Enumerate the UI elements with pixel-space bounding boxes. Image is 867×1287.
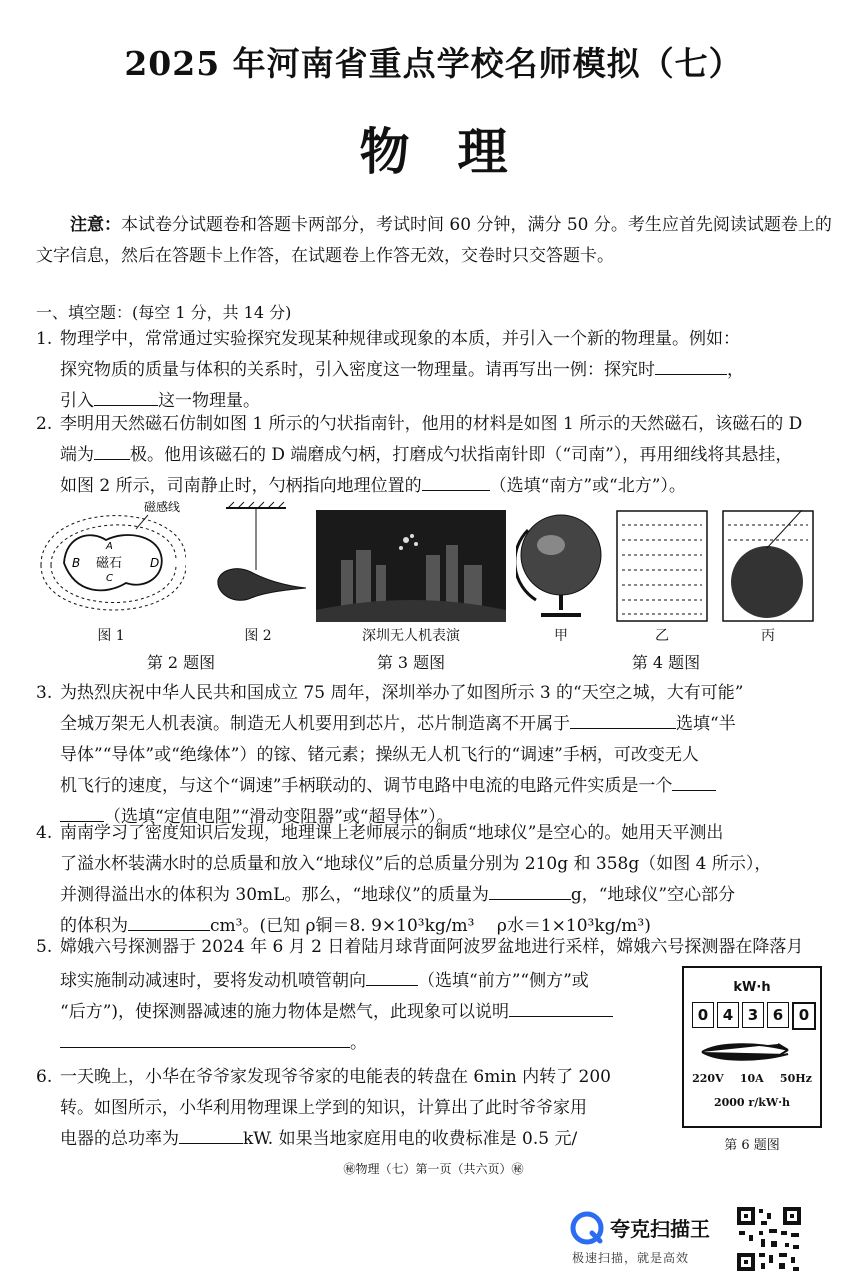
fig4-yi-caption: 乙 [655,628,669,644]
q5-line3-start: “后方”)，使探测器减速的施力物体是燃气，此现象可以说明 [60,1002,510,1022]
q3-line1: 为热烈庆祝中华人民共和国成立 75 周年，深圳举办了如图所示 3 的“天空之城，大有可能” [60,683,744,703]
fig4-bing-globe [731,546,803,618]
exam-title: 2025 年河南省重点学校名师模拟（七） [124,44,743,83]
q5-blank-2a[interactable] [509,998,613,1017]
q2-blank-2[interactable] [422,472,490,491]
fig2-caption: 图 2 [244,628,272,644]
fig1-field-label: 磁感线 [144,500,181,514]
q1-line3-end: 这一物理量。 [158,391,260,411]
meter-digit-3: 3 [742,1002,764,1028]
notice-label: 注意： [70,215,121,235]
meter-voltage: 220V [692,1072,724,1085]
meter-digit-5: 0 [792,1002,816,1030]
qr-code-icon [735,1205,803,1273]
fig1-magnet-text: 磁石 [96,556,123,571]
q5-number: 5. [36,937,53,957]
question-4 [36,818,836,942]
q2-number: 2. [36,414,53,434]
q2-line3-end: （选填“南方”或“北方”）。 [489,476,686,496]
q6-line2: 转。如图所示，小华利用物理课上学到的知识，计算出了此时爷爷家用 [60,1098,587,1118]
fig4-globe-stand [541,595,581,615]
q5-blank-2b[interactable] [60,1029,350,1048]
q4-line3-start: 并测得溢出水的体积为 30mL。那么，“地球仪”的质量为 [60,885,489,905]
meter-unit: kW·h [733,980,771,995]
q6-line1: 一天晚上，小华在爷爷家发现爷爷家的电能表的转盘在 6min 内转了 200 [60,1067,611,1087]
fig4-globe-highlight [537,535,565,555]
meter-digit-1: 0 [692,1002,714,1028]
q3-blank-1[interactable] [570,710,676,729]
q3-number: 3. [36,683,53,703]
q2-line1: 李明用天然磁石仿制如图 1 所示的勺状指南针，他用的材料是如图 1 所示的天然磁石，该磁石的 D [60,414,803,434]
fig4-beaker-bing [722,510,814,622]
fig1-label-a: A [106,541,113,552]
q1-number: 1. [36,329,53,349]
fig2-spoon [218,569,306,601]
q2-line2-start: 端为 [60,445,94,465]
q3-line2-end: 选填“半 [676,714,736,734]
question-5 [36,932,836,963]
q5-line2-end: （选填“前方”“侧方”或 [418,971,589,991]
q4-line2: 了溢水杯装满水时的总质量和放入“地球仪”后的总质量分别为 210g 和 358g（如图 4 所示）， [60,854,772,874]
q2-figure-caption: 第 2 题图 [146,653,216,672]
q6-number: 6. [36,1067,53,1087]
q2-line2-end: 极。他用该磁石的 D 端磨成勺柄，打磨成勺状指南针即（“司南”），再用细线将其悬挂， [130,445,793,465]
meter-digit-2: 4 [717,1002,739,1028]
q1-blank-2[interactable] [94,387,158,406]
scanner-name: 夸克扫描王 [610,1217,710,1241]
q6-blank-1[interactable] [179,1125,243,1144]
q4-figure-caption: 第 4 题图 [631,653,701,672]
q5-line1: 嫦娥六号探测器于 2024 年 6 月 2 日着陆月球背面阿波罗盆地进行采样，嫦娥六号探测器在降落月 [60,937,804,957]
fig4-yi-container [617,511,707,621]
q4-line4-end: cm³。(已知 ρ铜＝8. 9×10³kg/m³ ρ水＝1×10³kg/m³) [210,916,651,936]
q3-line4: 机飞行的速度，与这个“调速”手柄联动的、调节电路中电流的电路元件实质是一个 [60,776,673,796]
fig1-caption: 图 1 [97,628,125,644]
scanner-watermark [570,1205,730,1275]
q2-blank-1[interactable] [94,441,130,460]
figures-row [36,495,836,675]
fig4-globe [516,510,606,622]
meter-disc-arrow [698,1040,808,1064]
fig1-magnet-diagram [36,495,186,625]
fig3-caption: 深圳无人机表演 [362,628,460,644]
q4-line4-start: 的体积为 [60,916,128,936]
q2-line3-start: 如图 2 所示，司南静止时，勺柄指向地理位置的 [60,476,422,496]
q4-number: 4. [36,823,53,843]
fig1-label-b: B [72,556,81,570]
fig1-label-c: C [106,573,113,584]
page-footer: ㊙物理（七）第一页（共六页）㊙ [343,1162,524,1176]
fig4-jia-caption: 甲 [554,628,568,644]
fig1-label-d: D [150,556,160,570]
fig3-drone-show-photo [316,510,506,622]
q1-line2: 探究物质的质量与体积的关系时，引入密度这一物理量。请再写出一例：探究时 [60,360,655,380]
q6-line3-end: kW. 如果当地家庭用电的收费标准是 0.5 元/ [243,1129,578,1149]
meter-revolutions: 2000 r/kW·h [713,1096,791,1109]
question-6 [36,1062,676,1155]
meter-specs [684,1072,820,1085]
scanner-logo-icon [570,1211,604,1245]
q3-blank-2a[interactable] [672,772,716,791]
fig4-beaker-yi [616,510,708,622]
fig4-bing-caption: 丙 [761,628,775,644]
question-2 [36,409,836,502]
fig1-label-leader [136,515,148,529]
q3-line5: （选填“定值电阻”“滑动变阻器”或“超导体”）。 [104,807,454,827]
q1-line1: 物理学中，常常通过实验探究发现某种规律或现象的本质，并引入一个新的物理量。例如： [60,329,740,349]
q4-blank-2[interactable] [128,912,210,931]
electric-meter [682,966,822,1128]
q4-blank-1[interactable] [489,881,571,900]
question-3 [36,678,836,833]
meter-arrow-shape [702,1044,788,1060]
q1-line3-start: 引入 [60,391,94,411]
q5-line2-start: 球实施制动减速时，要将发动机喷管朝向 [60,971,366,991]
section-1-title: 一、填空题：(每空 1 分，共 14 分) [36,303,292,322]
q6-line3-start: 电器的总功率为 [60,1129,179,1149]
scanner-slogan: 极速扫描，就是高效 [572,1251,690,1265]
question-1 [36,324,836,417]
notice [36,210,836,272]
meter-digit-4: 6 [767,1002,789,1028]
q4-line1: 南南学习了密度知识后发现，地理课上老师展示的铜质“地球仪”是空心的。她用天平测出 [60,823,724,843]
q6-figure-caption: 第 6 题图 [724,1138,780,1153]
fig4-globe-sphere [521,515,601,595]
subject-title: 物理 [359,122,556,181]
question-5-cont [36,966,656,1059]
q5-blank-1[interactable] [366,967,418,986]
q5-period: 。 [350,1033,367,1053]
q3-line3: 导体”“导体”或“绝缘体”）的镓、锗元素；操纵无人机飞行的“调速”手柄，可改变无人 [60,745,699,765]
meter-current: 10A [739,1072,764,1085]
q1-comma: ， [727,360,744,380]
q3-figure-caption: 第 3 题图 [376,653,446,672]
meter-digits [692,1002,816,1030]
q1-blank-1[interactable] [655,356,727,375]
fig2-spoon-diagram [206,500,316,620]
notice-text: 本试卷分试题卷和答题卡两部分，考试时间 60 分钟，满分 50 分。考生应首先阅读试题卷上的文字信息，然后在答题卡上作答，在试题卷上作答无效，交卷时只交答题卡。 [36,215,832,266]
q3-line2-start: 全城万架无人机表演。制造无人机要用到芯片，芯片制造离不开属于 [60,714,570,734]
q4-line3-end: g，“地球仪”空心部分 [570,885,736,905]
meter-frequency: 50Hz [779,1072,812,1085]
